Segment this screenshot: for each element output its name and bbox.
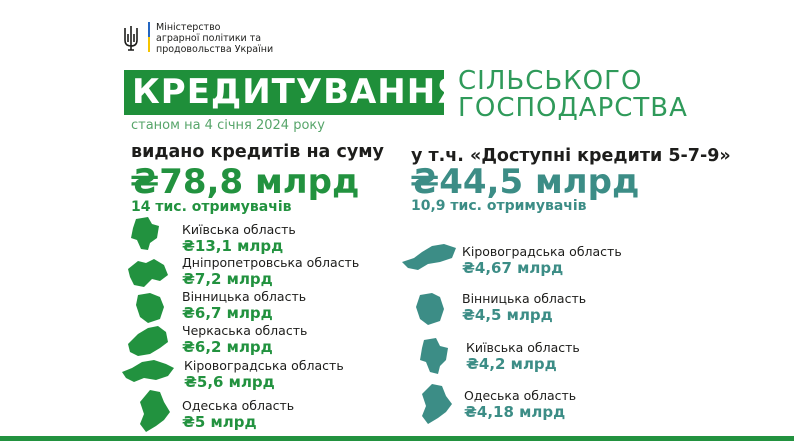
left-region: Вінницька область ₴6,7 млрд (182, 289, 307, 322)
flag-bar (148, 22, 150, 52)
region-map-icon (128, 216, 162, 252)
right-amount: ₴44,5 млрд (410, 162, 640, 202)
region-map-icon (120, 356, 176, 386)
trident-icon (122, 24, 140, 52)
region-map-icon (124, 324, 172, 358)
ministry-name: Міністерство аграрної політики та продовольства України (156, 22, 274, 55)
right-region: Київська область ₴4,2 млрд (466, 340, 580, 373)
region-map-icon (132, 291, 168, 325)
left-recipients: 14 тис. отримувачів (131, 199, 292, 215)
region-map-icon (124, 255, 170, 291)
left-region: Дніпропетровська область ₴7,2 млрд (182, 255, 360, 288)
right-region: Кіровоградська область ₴4,67 млрд (462, 244, 622, 277)
title-rest: СІЛЬСЬКОГО ГОСПОДАРСТВА (458, 66, 688, 123)
left-region: Одеська область ₴5 млрд (182, 398, 295, 431)
title-main: КРЕДИТУВАННЯ (124, 70, 444, 115)
right-region: Одеська область ₴4,18 млрд (464, 388, 577, 421)
left-region: Київська область ₴13,1 млрд (182, 222, 296, 255)
left-heading: видано кредитів на суму (131, 142, 384, 162)
right-region: Вінницька область ₴4,5 млрд (462, 291, 587, 324)
right-recipients: 10,9 тис. отримувачів (411, 198, 587, 214)
region-map-icon (416, 336, 452, 376)
left-amount: ₴78,8 млрд (130, 162, 360, 202)
region-map-icon (418, 382, 456, 426)
region-map-icon (414, 291, 446, 327)
bottom-line (0, 436, 794, 441)
region-map-icon (134, 388, 174, 434)
left-region: Кіровоградська область ₴5,6 млрд (184, 358, 344, 391)
date-line: станом на 4 січня 2024 року (131, 118, 325, 133)
left-region: Черкаська область ₴6,2 млрд (182, 323, 308, 356)
right-heading: у т.ч. «Доступні кредити 5-7-9» (411, 146, 731, 166)
region-map-icon (400, 240, 458, 272)
